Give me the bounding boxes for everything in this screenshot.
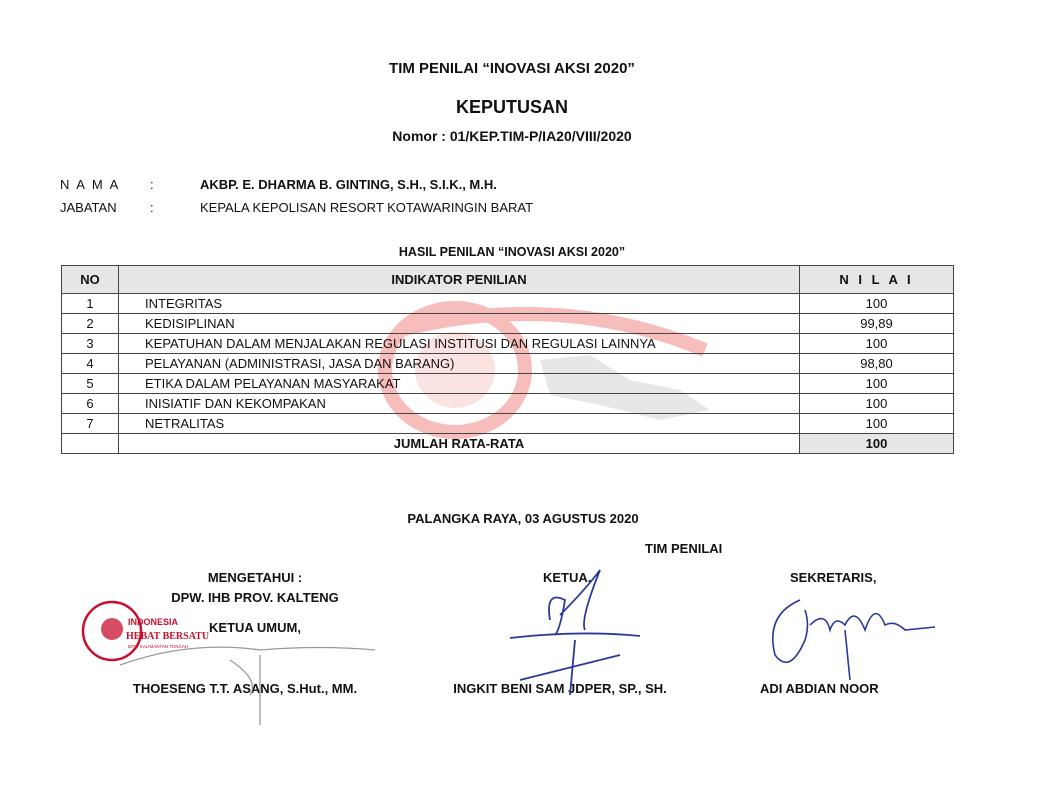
row-no: 1 xyxy=(62,294,119,314)
stamp-text-2: HEBAT BERSATU xyxy=(126,631,210,642)
middle-signer-name: INGKIT BENI SAM JDPER, SP., SH. xyxy=(453,681,667,696)
row-value: 98,80 xyxy=(800,354,954,374)
total-label: JUMLAH RATA-RATA xyxy=(119,434,800,454)
position-label: JABATAN xyxy=(60,200,117,215)
row-value: 100 xyxy=(800,374,954,394)
name-value: AKBP. E. DHARMA B. GINTING, S.H., S.I.K., M.H. xyxy=(200,177,497,192)
middle-signature xyxy=(490,560,650,700)
team-heading: TIM PENILAI “INOVASI AKSI 2020” xyxy=(389,60,635,77)
left-role-chair: KETUA UMUM, xyxy=(209,620,301,635)
stamp-text-3: DPW KALIMANTAN TENGAH xyxy=(128,644,189,649)
score-table xyxy=(61,265,954,454)
row-value: 100 xyxy=(800,294,954,314)
left-signature xyxy=(110,620,380,730)
name-colon: : xyxy=(150,177,154,192)
row-indicator: KEDISIPLINAN xyxy=(119,314,800,334)
table-row xyxy=(62,334,954,354)
right-role: SEKRETARIS, xyxy=(790,570,877,585)
row-value: 100 xyxy=(800,394,954,414)
table-row xyxy=(62,394,954,414)
row-no: 3 xyxy=(62,334,119,354)
right-signer-name: ADI ABDIAN NOOR xyxy=(760,681,879,696)
table-row xyxy=(62,414,954,434)
row-indicator: INTEGRITAS xyxy=(119,294,800,314)
middle-role: KETUA, xyxy=(543,570,592,585)
left-role-org: DPW. IHB PROV. KALTENG xyxy=(171,590,339,605)
table-row xyxy=(62,314,954,334)
place-date: PALANGKA RAYA, 03 AGUSTUS 2020 xyxy=(407,511,639,526)
row-no: 4 xyxy=(62,354,119,374)
row-value: 100 xyxy=(800,414,954,434)
total-value: 100 xyxy=(800,434,954,454)
table-row xyxy=(62,294,954,314)
row-no: 5 xyxy=(62,374,119,394)
row-indicator: ETIKA DALAM PELAYANAN MASYARAKAT xyxy=(119,374,800,394)
left-role-acknowledge: MENGETAHUI : xyxy=(207,570,303,585)
total-row xyxy=(62,434,954,454)
table-title: HASIL PENILAN “INOVASI AKSI 2020” xyxy=(398,245,626,259)
right-signature xyxy=(755,585,945,685)
table-header-row xyxy=(62,266,954,294)
header-indicator: INDIKATOR PENILIAN xyxy=(119,266,800,294)
name-label: N A M A xyxy=(60,177,121,192)
row-no: 7 xyxy=(62,414,119,434)
row-no: 2 xyxy=(62,314,119,334)
row-indicator: INISIATIF DAN KEKOMPAKAN xyxy=(119,394,800,414)
row-indicator: PELAYANAN (ADMINISTRASI, JASA DAN BARANG) xyxy=(119,354,800,374)
row-value: 99,89 xyxy=(800,314,954,334)
position-colon: : xyxy=(150,200,154,215)
table-row xyxy=(62,354,954,374)
row-value: 100 xyxy=(800,334,954,354)
row-indicator: NETRALITAS xyxy=(119,414,800,434)
team-label: TIM PENILAI xyxy=(645,541,723,556)
header-no: NO xyxy=(62,266,119,294)
row-no: 6 xyxy=(62,394,119,414)
total-no-cell xyxy=(62,434,119,454)
position-value: KEPALA KEPOLISAN RESORT KOTAWARINGIN BARAT xyxy=(200,200,534,215)
position-row xyxy=(60,200,533,215)
page-title: KEPUTUSAN xyxy=(455,97,568,117)
table-row xyxy=(62,374,954,394)
name-row xyxy=(60,177,497,192)
decision-number: Nomor : 01/KEP.TIM-P/IA20/VIII/2020 xyxy=(392,128,632,144)
left-signer-name: THOESENG T.T. ASANG, S.Hut., MM. xyxy=(132,681,358,696)
row-indicator: KEPATUHAN DALAM MENJALAKAN REGULASI INSTITUSI DAN REGULASI LAINNYA xyxy=(119,334,800,354)
header-value: N I L A I xyxy=(800,266,954,294)
stamp-text-1: INDONESIA xyxy=(128,617,179,627)
